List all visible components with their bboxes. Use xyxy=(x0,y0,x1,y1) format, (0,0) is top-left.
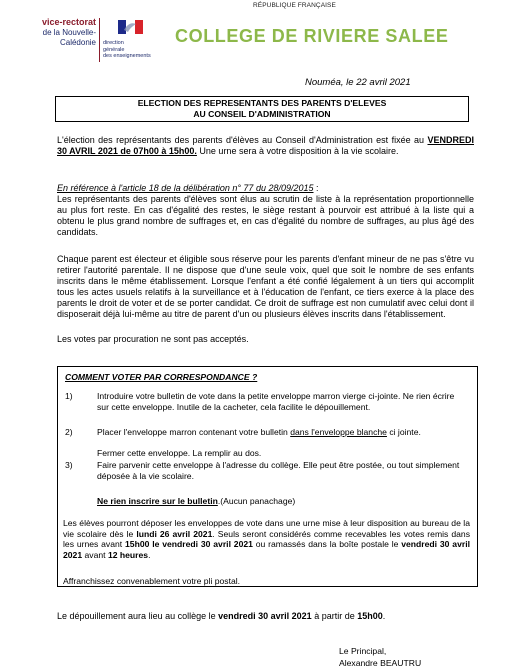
document-title xyxy=(55,96,469,122)
marianne-logo-icon xyxy=(118,18,144,36)
title-line-2: AU CONSEIL D'ADMINISTRATION xyxy=(193,109,331,119)
step-3-text: Faire parvenir cette enveloppe à l'adresse du collège. Elle peut être postée, ou tout simplement déposée à la vie scolaire. xyxy=(97,460,460,481)
vice-rectorat-logo-text xyxy=(16,17,96,27)
step-2-close: Fermer cette enveloppe. La remplir au dos. xyxy=(97,448,262,458)
dep-c: à partir de xyxy=(311,611,358,621)
step-2-number: 2) xyxy=(65,427,73,437)
logo-divider xyxy=(99,18,100,62)
deposit-f: vendredi 30 avril 2021 xyxy=(63,539,470,560)
paragraph-electeur: Chaque parent est électeur et éligible sous réserve pour les parents d'enfant mineur de ne pas s'être vu retirer l'autorité parentale. Il ne dispose que d'une seule voix, quel que soit le nombre de ses enfants inscrits dans le même établissement. Lorsque l'enfant a été confié légalement à un tiers qui accomplit tous les actes usuels relatifs à la surveillance et à l'éducation de l'enfant, ce tiers exerce à la place des parents le droit de voter et de se porter candidat. Ce droit de suffrage est non cumulatif avec celui dont il disposerait déjà lui-même au titre de parent d'un ou plusieurs élèves inscrits dans l'établissement. xyxy=(57,254,474,319)
dep-b: vendredi 30 avril 2021 xyxy=(218,611,312,621)
dep-d: 15h00 xyxy=(357,611,383,621)
logo-line-2: de la Nouvelle-Calédonie xyxy=(42,28,96,47)
logo-small-3: des enseignements xyxy=(103,53,151,59)
signature-role: Le Principal, xyxy=(339,646,387,656)
depouillement-line xyxy=(57,611,474,622)
deposit-i: . xyxy=(148,549,151,560)
intro-paragraph xyxy=(57,135,474,157)
signature-name: Alexandre BEAUTRU xyxy=(339,658,422,668)
reference-line xyxy=(57,183,474,194)
title-line-1: ELECTION DES REPRESENTANTS DES PARENTS D'ELEVES xyxy=(137,98,387,108)
step-2-part-1: Placer l'enveloppe marron contenant votre bulletin xyxy=(97,427,291,437)
direction-enseignements xyxy=(103,40,151,60)
deposit-b: lundi 26 avril 2021 xyxy=(136,528,213,539)
logo-small-2: générale xyxy=(103,46,125,53)
deposit-g: avant xyxy=(82,549,108,560)
reference-text: En référence à l'article 18 de la délibération n° 77 du 28/09/2015 xyxy=(57,183,314,193)
date-line: Nouméa, le 22 avril 2021 xyxy=(305,77,411,88)
dep-e: . xyxy=(382,611,386,621)
paragraph-representation: Les représentants des parents d'élèves sont élus au scrutin de liste à la représentation proportionnelle au plus fort reste. En cas d'égalité des restes, le siège restant à pourvoir est attribué à la liste qui a obtenu le plus grand nombre de suffrages et, en cas d'égalité du nombre de suffrages, au plus âgé des candidats. xyxy=(57,194,474,237)
deposit-c: . Seuls seront considérés comme recevables les votes remis dans les urnes avant xyxy=(63,528,470,549)
logo-small-1: direction xyxy=(103,40,124,46)
intro-text-end: Une urne sera à votre disposition à la vie scolaire. xyxy=(196,146,399,156)
republique-francaise: RÉPUBLIQUE FRANÇAISE xyxy=(253,2,336,9)
step-1-text: Introduire votre bulletin de vote dans la petite enveloppe marron vierge ci-jointe. Ne rien écrire sur cette enveloppe. Inutile de la cacheter, cela facilite le dépouillement. xyxy=(97,391,455,412)
election-date: VENDREDI 30 AVRIL 2021 de 07h00 à 15h00. xyxy=(57,135,474,156)
deposit-e: ou ramassés dans la boîte postale le xyxy=(252,539,402,549)
no-write-bold: Ne rien inscrire sur le bulletin xyxy=(97,496,218,506)
no-write-note xyxy=(97,496,295,507)
vote-box-heading: COMMENT VOTER PAR CORRESPONDANCE ? xyxy=(65,372,258,382)
no-write-rest: .(Aucun panachage) xyxy=(217,496,296,506)
logo-line-1: vice-rectorat xyxy=(41,17,96,27)
step-3-number: 3) xyxy=(65,460,73,470)
step-2-text xyxy=(97,427,465,438)
step-1-number: 1) xyxy=(65,391,73,401)
deposit-paragraph xyxy=(63,518,470,560)
intro-text: L'élection des représentants des parents d'élèves au Conseil d'Administration est fixée au xyxy=(57,135,428,145)
dep-a: Le dépouillement aura lieu au collège le xyxy=(57,611,219,621)
deposit-h: 12 heures xyxy=(107,549,149,560)
school-name: COLLEGE DE RIVIERE SALEE xyxy=(175,26,449,46)
deposit-a: Les élèves pourront déposer les enveloppes de vote dans une urne mise à leur disposition au bureau de la vie scolaire dès le xyxy=(63,518,470,539)
paragraph-procuration: Les votes par procuration ne sont pas acceptés. xyxy=(57,334,249,344)
vice-rectorat-logo-subtext xyxy=(16,28,96,48)
step-2-underlined: dans l'enveloppe blanche xyxy=(290,427,387,437)
postage-note: Affranchissez convenablement votre pli postal. xyxy=(63,576,241,586)
step-2-part-2: ci jointe. xyxy=(386,427,421,437)
deposit-d: 15h00 le vendredi 30 avril 2021 xyxy=(125,539,253,549)
reference-colon: : xyxy=(313,183,319,193)
